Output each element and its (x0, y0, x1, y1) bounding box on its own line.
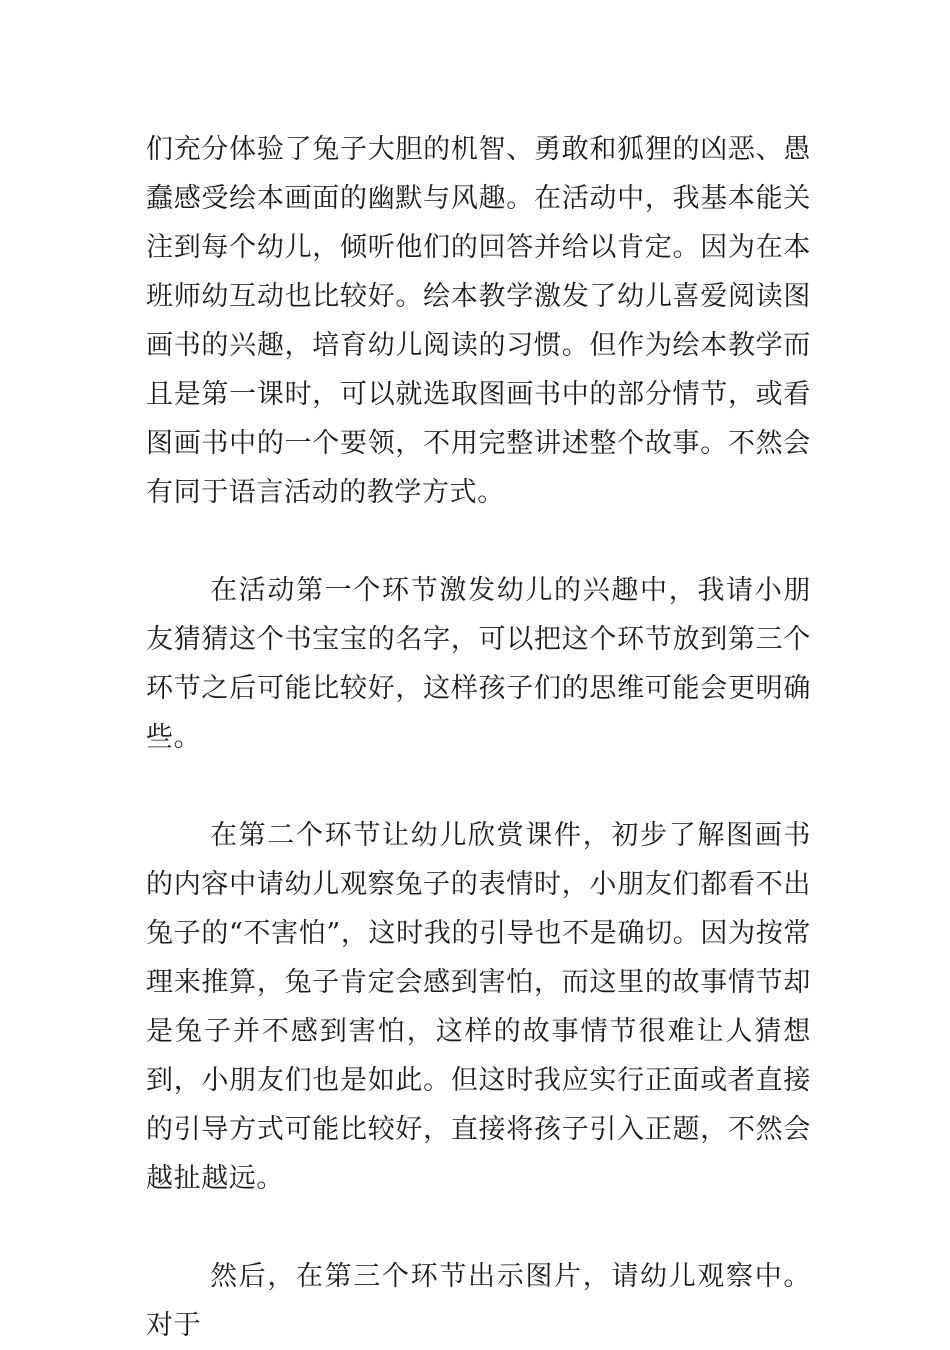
document-body (146, 125, 811, 1350)
paragraph-continuation: 们充分体验了兔子大胆的机智、勇敢和狐狸的凶恶、愚蠢感受绘本画面的幽默与风趣。在活动中，我基本能关注到每个幼儿，倾听他们的回答并给以肯定。因为在本班师幼互动也比较好。绘本教学激发了幼儿喜爱阅读图画书的兴趣，培育幼儿阅读的习惯。但作为绘本教学而且是第一课时，可以就选取图画书中的部分情节，或看图画书中的一个要领，不用完整讲述整个故事。不然会有同于语言活动的教学方式。 (146, 134, 811, 508)
paragraph-first-segment: 在活动第一个环节激发幼儿的兴趣中，我请小朋友猜猜这个书宝宝的名字，可以把这个环节放到第三个环节之后可能比较好，这样孩子们的思维可能会更明确些。 (146, 575, 811, 753)
paragraph-third-segment: 然后，在第三个环节出示图片，请幼儿观察中。对于 (146, 1261, 811, 1341)
paragraph-second-segment: 在第二个环节让幼儿欣赏课件，初步了解图画书的内容中请幼儿观察兔子的表情时，小朋友们都看不出兔子的“不害怕”，这时我的引导也不是确切。因为按常理来推算，兔子肯定会感到害怕，而这里的故事情节却是兔子并不感到害怕，这样的故事情节很难让人猜想到，小朋友们也是如此。但这时我应实行正面或者直接的引导方式可能比较好，直接将孩子引入正题，不然会越扯越远。 (146, 820, 811, 1194)
